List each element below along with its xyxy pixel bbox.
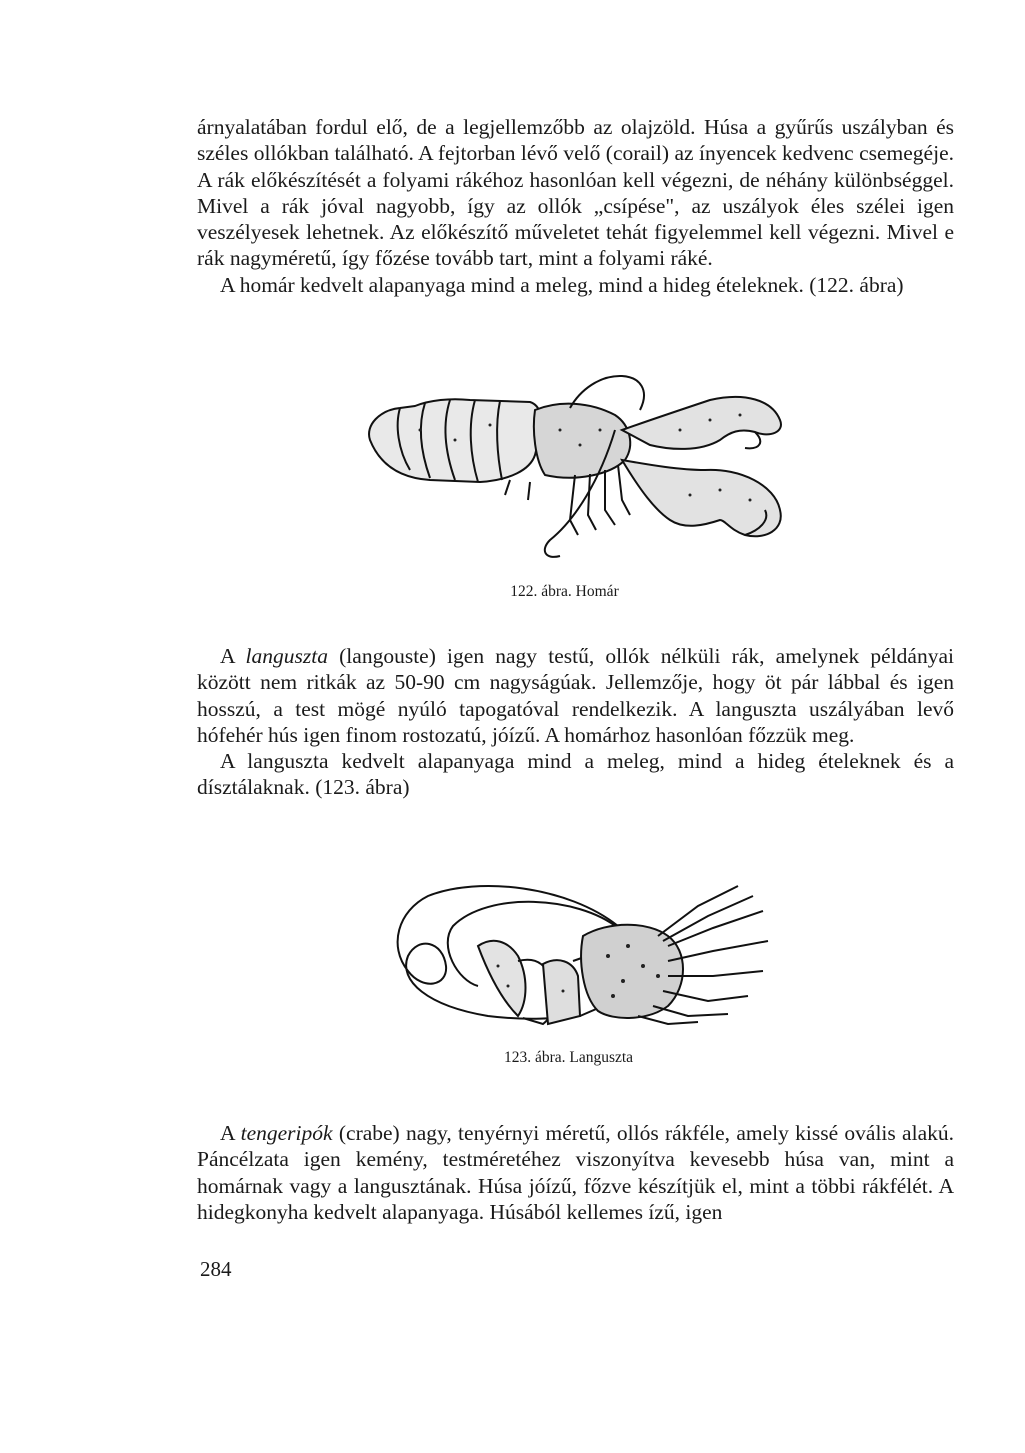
term-tengeripok: tengeripók [240, 1121, 333, 1145]
paragraph [197, 1120, 954, 1225]
text-block-crab [197, 1120, 954, 1225]
lobster-illustration [360, 370, 790, 565]
paragraph-lead: A [220, 1121, 241, 1145]
paragraph [197, 643, 954, 748]
page-number: 284 [200, 1257, 232, 1281]
paragraph: A languszta kedvelt alapanyaga mind a meleg, mind a hideg ételeknek és a dísztálaknak. (123. ábra) [197, 749, 954, 800]
figure-caption: 123. ábra. Languszta [503, 1049, 634, 1066]
paragraph: árnyalatában fordul elő, de a legjellemzőbb az olajzöld. Húsa a gyűrűs uszályban és széles ollókban található. A fejtorban lévő velő (corail) az ínyencek kedvenc csemegéje. A rák előkészítését a folyami rákéhoz hasonlóan kell végezni, de néhány különbséggel. Mivel a rák jóval nagyobb, így az ollók „csípése", az uszályok éles szélei igen veszélyesek lehetnek. Az előkészítő műveletet tehát figyelemmel kell végezni. Mivel e rák nagyméretű, így főzése tovább tart, mint a folyami ráké. [197, 115, 954, 271]
paragraph-text: (langouste) igen nagy testű, ollók nélküli rák, amelynek példányai között nem ritkák az 50-90 cm nagyságúak. Jellemzője, hogy öt pár lábbal és igen hosszú, a test mögé nyúló tapogatóval rendelkezik. A languszta uszályában levő hófehér hús igen finom rostozatú, jóízű. A homárhoz hasonlóan főzzük meg. [197, 644, 954, 747]
paragraph: A homár kedvelt alapanyaga mind a meleg, mind a hideg ételeknek. (122. ábra) [220, 272, 904, 297]
paragraph-text: (crabe) nagy, tenyérnyi méretű, ollós rákféle, amely kissé ovális alakú. Páncélzata igen kemény, testméretéhez viszonyítva kevesebb húsa van, mint a homárnak vagy a langusztának. Húsa jóízű, főzve készítjük el, mint a többi rákfélét. A hidegkonyha kedvelt alapanyaga. Húsából kellemes ízű, igen [197, 1121, 954, 1224]
figure-caption: 122. ábra. Homár [510, 583, 619, 600]
term-languszta: languszta [245, 644, 328, 668]
text-block-lobster [197, 114, 954, 298]
paragraph-lead: A [220, 644, 246, 668]
langouste-illustration [368, 866, 788, 1036]
text-block-langouste [197, 643, 954, 801]
